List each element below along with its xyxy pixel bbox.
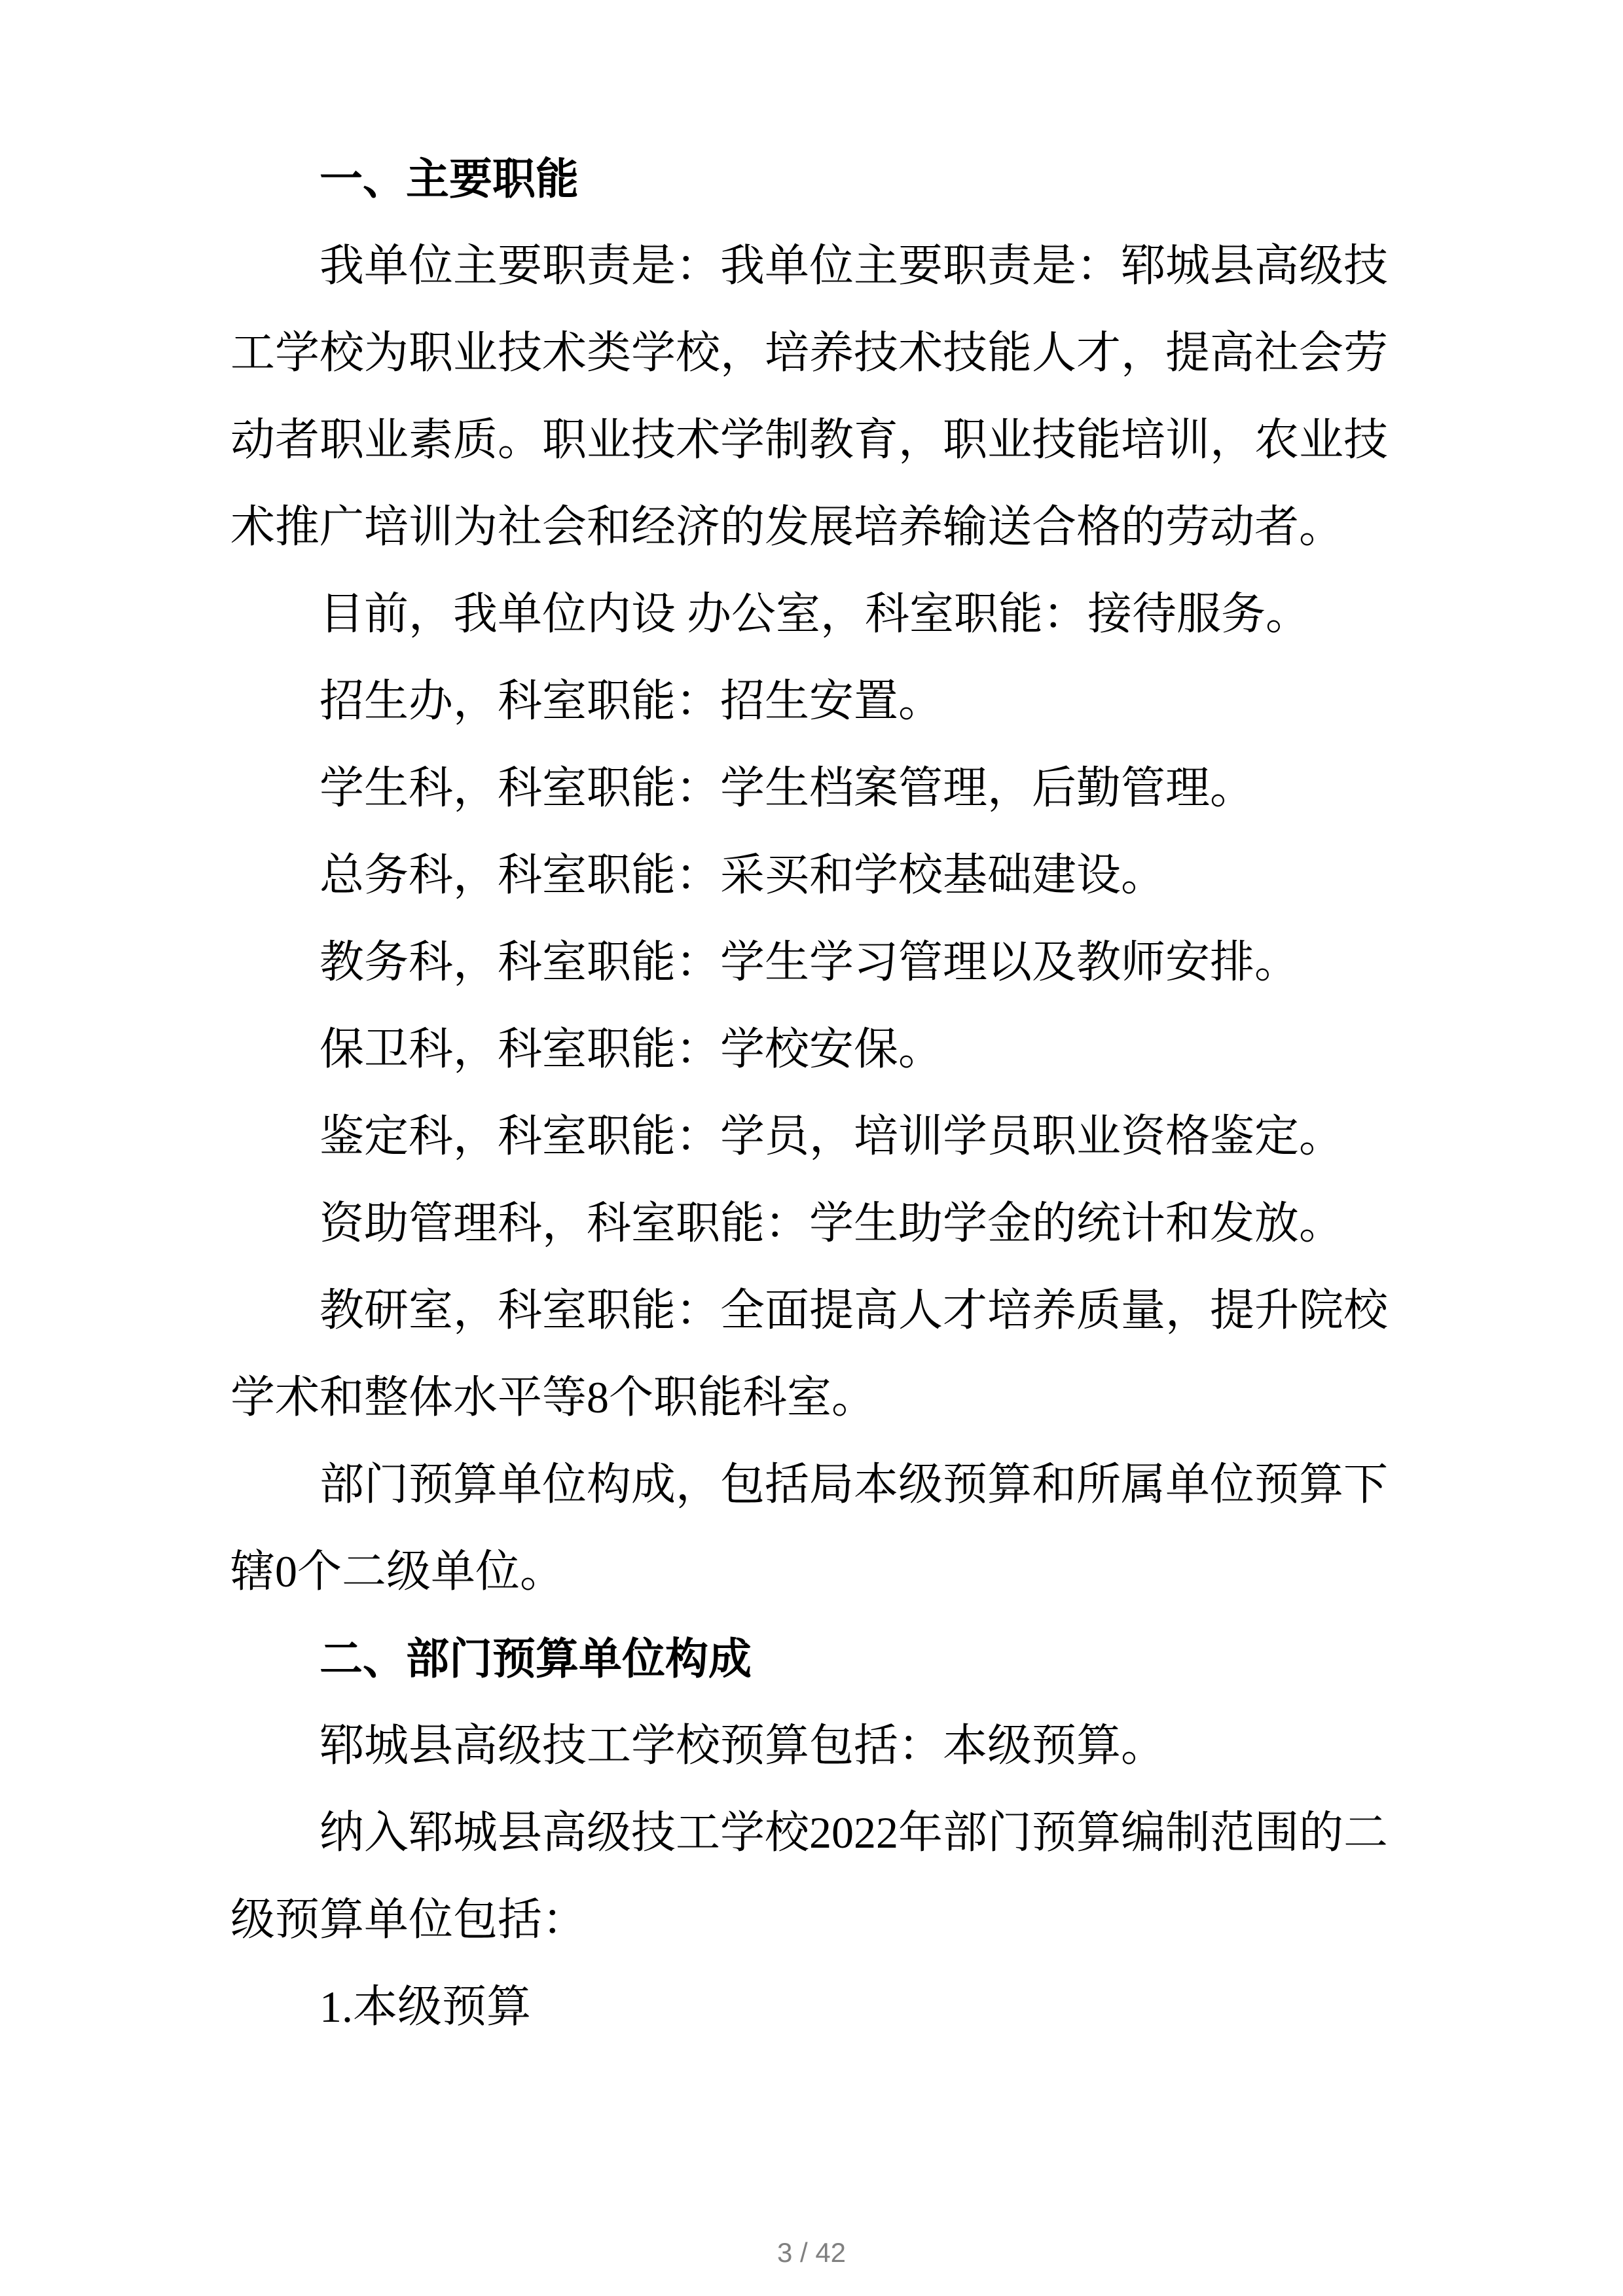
body-text-line: 教务科，科室职能：学生学习管理以及教师安排。 (319, 937, 1300, 987)
body-text-line: 我单位主要职责是：我单位主要职责是：郓城县高级技 (319, 241, 1389, 291)
section-heading: 一、主要职能 (319, 154, 579, 203)
page-number: 3 / 42 (776, 2237, 847, 2268)
body-text-line: 术推广培训为社会和经济的发展培养输送合格的劳动者。 (230, 502, 1344, 552)
body-text-line: 纳入郓城县高级技工学校2022年部门预算编制范围的二 (319, 1808, 1389, 1857)
body-text-line: 目前，我单位内设 办公室，科室职能：接待服务。 (319, 589, 1311, 639)
body-text-line: 动者职业素质。职业技术学制教育，职业技能培训，农业技 (230, 415, 1389, 465)
body-text-line: 招生办，科室职能：招生安置。 (319, 676, 943, 726)
body-text-line: 保卫科，科室职能：学校安保。 (319, 1024, 943, 1074)
body-text-line: 学术和整体水平等8个职能科室。 (230, 1372, 877, 1422)
body-text-line: 级预算单位包括： (230, 1895, 587, 1945)
body-text-line: 教研室，科室职能：全面提高人才培养质量，提升院校 (319, 1285, 1389, 1335)
body-text-line: 鉴定科，科室职能：学员，培训学员职业资格鉴定。 (319, 1111, 1344, 1161)
body-text-line: 资助管理科，科室职能：学生助学金的统计和发放。 (319, 1198, 1344, 1248)
body-text-line: 辖0个二级单位。 (230, 1547, 565, 1596)
body-text-line: 学生科，科室职能：学生档案管理，后勤管理。 (319, 763, 1255, 813)
body-text-line: 部门预算单位构成，包括局本级预算和所属单位预算下 (319, 1460, 1389, 1509)
body-text-line: 郓城县高级技工学校预算包括：本级预算。 (319, 1721, 1166, 1770)
body-text-line: 1.本级预算 (319, 1982, 532, 2032)
document-content (230, 135, 1402, 2051)
body-text-line: 总务科，科室职能：采买和学校基础建设。 (319, 850, 1166, 900)
body-text-line: 工学校为职业技术类学校，培养技术技能人才，提高社会劳 (230, 328, 1389, 378)
section-heading: 二、部门预算单位构成 (319, 1634, 752, 1683)
